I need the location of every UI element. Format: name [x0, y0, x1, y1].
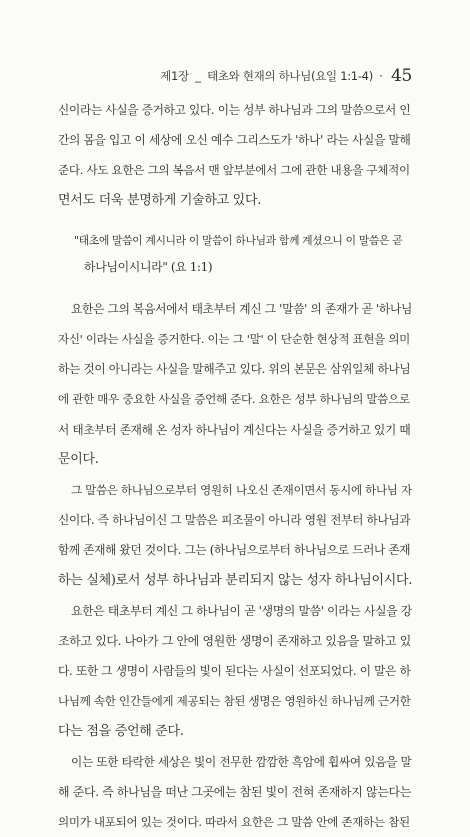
body-line: 함께 존재해 왔던 것이다. 그는 (하나님으로부터 하나님으로 드러나 존재 [58, 543, 411, 557]
body-line: 다. 또한 그 생명이 사람들의 빛이 된다는 사실이 선포되었다. 이 말은 하 [58, 664, 411, 678]
running-header [150, 66, 412, 86]
body-line: 신이다. 즉 하나님이신 그 말씀은 피조물이 아니라 영원 전부터 하나님과 [58, 513, 411, 527]
body-line: 다는 점을 증언해 준다. [58, 724, 184, 739]
page-number: 45 [390, 66, 412, 86]
body-line: 의미가 내포되어 있는 것이다. 따라서 요한은 그 말씀 안에 존재하는 참된 [58, 815, 410, 829]
body-line: 간의 몸을 입고 이 세상에 오신 예수 그리스도가 '하나' 라는 사실을 말해 [58, 133, 411, 147]
header-dot: · [379, 69, 383, 83]
body-line: 면서도 더욱 분명하게 기술하고 있다. [58, 193, 262, 208]
body-line: 신이라는 사실을 증거하고 있다. 이는 성부 하나님과 그의 말씀으로서 인 [58, 103, 411, 117]
body-line: 요한은 그의 복음서에서 태초부터 계신 그 '말씀' 의 존재가 곧 '하나님 [71, 302, 413, 316]
body-line: 나님께 속한 인간들에게 제공되는 참된 생명은 영원하신 하나님께 근거한 [58, 694, 411, 708]
body-line: 준다. 사도 요한은 그의 복음서 맨 앞부분에서 그에 관한 내용을 구체적이 [58, 163, 410, 177]
body-line: 이는 또한 타락한 세상은 빛이 전무한 깜깜한 흑암에 휩싸여 있음을 말 [71, 755, 412, 769]
body-line: 자신' 이라는 사실을 증거한다. 이는 그 '말' 이 단순한 현상적 표현을 의미 [58, 332, 410, 346]
quote-line: 하나님이시니라" (요 1:1) [84, 260, 213, 274]
quote-line: "태초에 말씀이 계시니라 이 말씀이 하나님과 함께 계셨으니 이 말씀은 곧 [74, 234, 403, 247]
body-line: 그 말씀은 하나님으로부터 영원히 나오신 존재이면서 동시에 하나님 자 [71, 483, 412, 497]
body-line: 하는 실체)로서 성부 하나님과 분리되지 않는 성자 하나님이시다. [58, 573, 413, 588]
body-line: 요한은 태초부터 계신 그 하나님이 곧 '생명의 말씀' 이라는 사실을 강 [71, 604, 412, 618]
body-line: 조하고 있다. 나아가 그 안에 영원한 생명이 존재하고 있음을 말하고 있 [58, 634, 411, 648]
chapter-label: 제1장 [160, 69, 189, 83]
chapter-title: 태초와 현재의 하나님(요일 1:1-4) [207, 69, 373, 83]
body-line: 하는 것이 아니라는 사실을 말해주고 있다. 위의 본문은 삼위일체 하나님 [58, 362, 411, 376]
header-separator: _ [195, 69, 201, 83]
body-line: 해 준다. 즉 하나님을 떠난 그곳에는 참된 빛이 전혀 존재하지 않는다는 [58, 785, 411, 799]
body-line: 문이다. [58, 452, 99, 467]
body-line: 서 태초부터 존재해 온 성자 하나님이 계신다는 사실을 증거하고 있기 때 [58, 423, 411, 437]
body-line: 에 관한 매우 중요한 사실을 증언해 준다. 요한은 성부 하나님의 말씀으로 [58, 392, 410, 406]
